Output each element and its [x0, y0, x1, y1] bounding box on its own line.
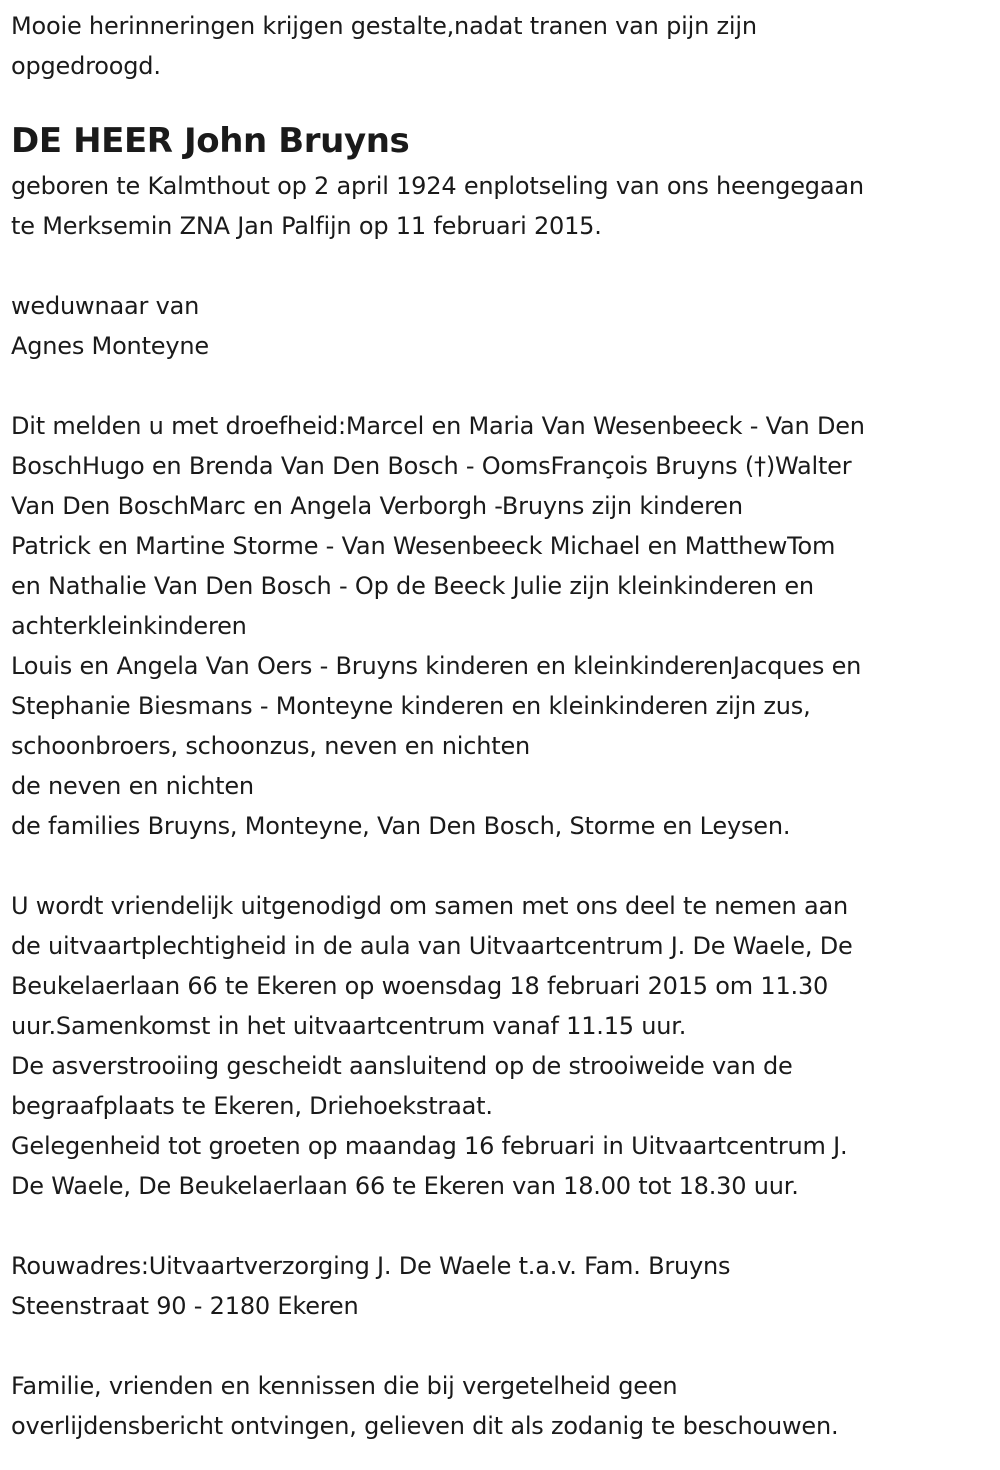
- spacer: [11, 846, 1000, 886]
- family-line: Van Den BoschMarc en Angela Verborgh -Bruyns zijn kinderen: [11, 492, 743, 520]
- ceremony-line: De Waele, De Beukelaerlaan 66 te Ekeren van 18.00 tot 18.30 uur.: [11, 1172, 799, 1200]
- ceremony-line: U wordt vriendelijk uitgenodigd om samen met ons deel te nemen aan: [11, 892, 849, 920]
- motto: [11, 6, 1000, 86]
- ceremony-line: de uitvaartplechtigheid in de aula van Uitvaartcentrum J. De Waele, De: [11, 932, 853, 960]
- spacer: [11, 366, 1000, 406]
- spacer: [11, 1326, 1000, 1366]
- motto-line: Mooie herinneringen krijgen gestalte,nadat tranen van pijn zijn: [11, 12, 757, 40]
- family-line: Patrick en Martine Storme - Van Wesenbeeck Michael en MatthewTom: [11, 532, 836, 560]
- ceremony-line: Beukelaerlaan 66 te Ekeren op woensdag 18 februari 2015 om 11.30: [11, 972, 829, 1000]
- spouse-line: weduwnaar van: [11, 292, 200, 320]
- spacer: [11, 1206, 1000, 1246]
- closing-note: [11, 1366, 1000, 1446]
- closing-line: Familie, vrienden en kennissen die bij vergetelheid geen: [11, 1372, 678, 1400]
- family-line: en Nathalie Van Den Bosch - Op de Beeck Julie zijn kleinkinderen en: [11, 572, 814, 600]
- spouse-line: Agnes Monteyne: [11, 332, 209, 360]
- spacer: [11, 246, 1000, 286]
- family-line: Stephanie Biesmans - Monteyne kinderen en kleinkinderen zijn zus,: [11, 692, 811, 720]
- mourning-address: [11, 1246, 1000, 1326]
- deceased-name: DE HEER John Bruyns: [11, 121, 410, 161]
- ceremony-info: [11, 886, 1000, 1206]
- family-line: de neven en nichten: [11, 772, 254, 800]
- address-line: Steenstraat 90 - 2180 Ekeren: [11, 1292, 359, 1320]
- address-line: Rouwadres:Uitvaartverzorging J. De Waele t.a.v. Fam. Bruyns: [11, 1252, 731, 1280]
- family-line: Louis en Angela Van Oers - Bruyns kinderen en kleinkinderenJacques en: [11, 652, 862, 680]
- family-announcement: [11, 406, 1000, 846]
- ceremony-line: uur.Samenkomst in het uitvaartcentrum vanaf 11.15 uur.: [11, 1012, 687, 1040]
- birth-line: geboren te Kalmthout op 2 april 1924 enplotseling van ons heengegaan: [11, 172, 864, 200]
- spouse-info: [11, 286, 1000, 366]
- family-line: de families Bruyns, Monteyne, Van Den Bosch, Storme en Leysen.: [11, 812, 791, 840]
- ceremony-line: Gelegenheid tot groeten op maandag 16 februari in Uitvaartcentrum J.: [11, 1132, 848, 1160]
- closing-line: overlijdensbericht ontvingen, gelieven dit als zodanig te beschouwen.: [11, 1412, 839, 1440]
- motto-line: opgedroogd.: [11, 52, 161, 80]
- family-line: achterkleinkinderen: [11, 612, 247, 640]
- ceremony-line: De asverstrooiing gescheidt aansluitend op de strooiweide van de: [11, 1052, 793, 1080]
- family-line: BoschHugo en Brenda Van Den Bosch - OomsFrançois Bruyns (†)Walter: [11, 452, 852, 480]
- birth-line: te Merksemin ZNA Jan Palfijn op 11 februari 2015.: [11, 212, 602, 240]
- family-line: schoonbroers, schoonzus, neven en nichten: [11, 732, 531, 760]
- family-line: Dit melden u met droefheid:Marcel en Maria Van Wesenbeeck - Van Den: [11, 412, 865, 440]
- birth-death-info: [11, 166, 1000, 246]
- ceremony-line: begraafplaats te Ekeren, Driehoekstraat.: [11, 1092, 493, 1120]
